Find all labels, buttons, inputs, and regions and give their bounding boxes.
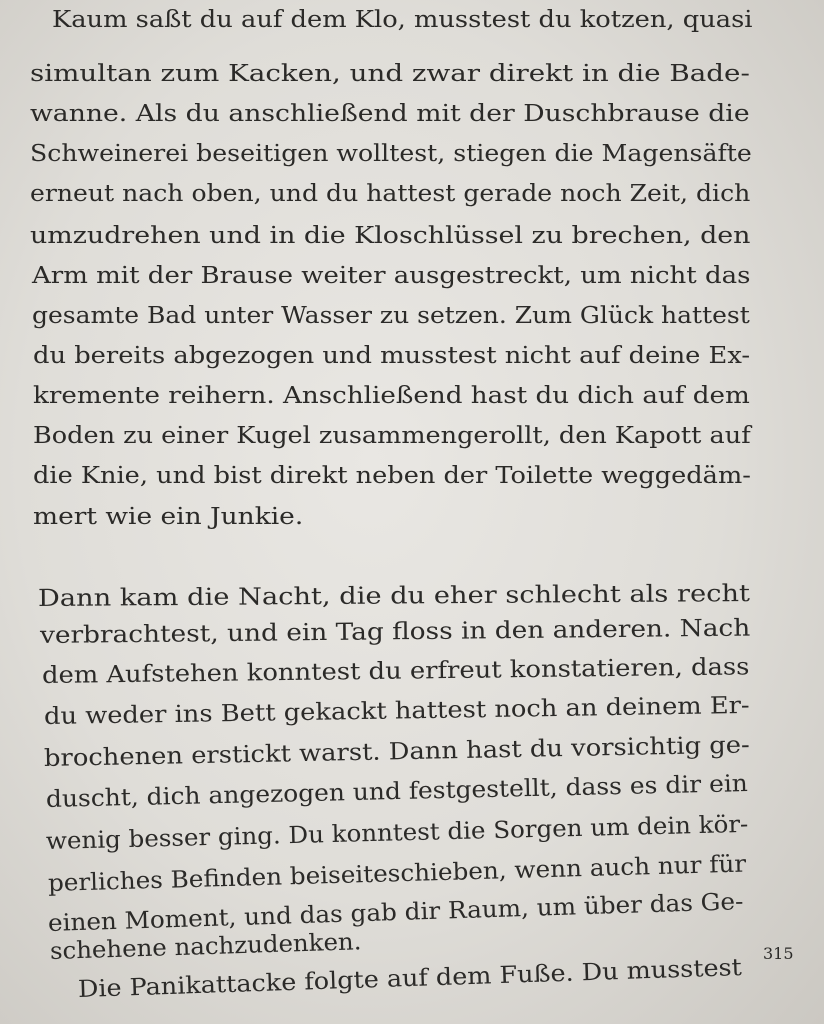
text-line: einen Moment, und das gab dir Raum, um über das Ge- (47, 887, 744, 937)
text-line: Arm mit der Brause weiter ausgestreckt, um nicht das (32, 261, 751, 289)
text-line: kremente reihern. Anschließend hast du dich auf dem (33, 381, 750, 409)
text-line: die Knie, und bist direkt neben der Toilette weggedäm- (33, 461, 751, 489)
text-line: Dann kam die Nacht, die du eher schlecht als recht (37, 579, 751, 612)
text-line: Kaum saßt du auf dem Klo, musstest du kotzen, quasi (52, 5, 753, 33)
page-number: 315 (763, 944, 794, 963)
text-line: du bereits abgezogen und musstest nicht auf deine Ex- (33, 341, 751, 369)
text-line: Boden zu einer Kugel zusammengerollt, den Kapott auf (33, 421, 751, 449)
text-line: verbrachtest, und ein Tag floss in den anderen. Nach (39, 613, 751, 649)
text-line: mert wie ein Junkie. (33, 502, 304, 530)
text-line: duscht, dich angezogen und festgestellt, dass es dir ein (45, 769, 749, 813)
text-line: erneut nach oben, und du hattest gerade noch Zeit, dich (30, 179, 751, 207)
text-line: perliches Befinden beiseiteschieben, wenn auch nur für (47, 849, 747, 897)
text-line: brochenen erstickt warst. Dann hast du vorsichtig ge- (43, 730, 750, 772)
text-line: Die Panikattacke folgte auf dem Fuße. Du musstest (77, 952, 743, 1003)
text-line: umzudrehen und in die Kloschlüssel zu brechen, den (30, 221, 751, 249)
text-line: wanne. Als du anschließend mit der Duschbrause die (30, 99, 750, 127)
text-line: simultan zum Kacken, und zwar direkt in die Bade- (30, 59, 750, 87)
text-line: Schweinerei beseitigen wolltest, stiegen die Magensäfte (30, 139, 752, 167)
text-line: dem Aufstehen konntest du erfreut konstatieren, dass (41, 652, 750, 689)
text-line: wenig besser ging. Du konntest die Sorgen um dein kör- (45, 809, 749, 855)
text-line: du weder ins Bett gekackt hattest noch an deinem Er- (43, 690, 750, 730)
text-line: gesamte Bad unter Wasser zu setzen. Zum Glück hattest (32, 301, 750, 329)
text-line: schehene nachzudenken. (49, 927, 362, 965)
